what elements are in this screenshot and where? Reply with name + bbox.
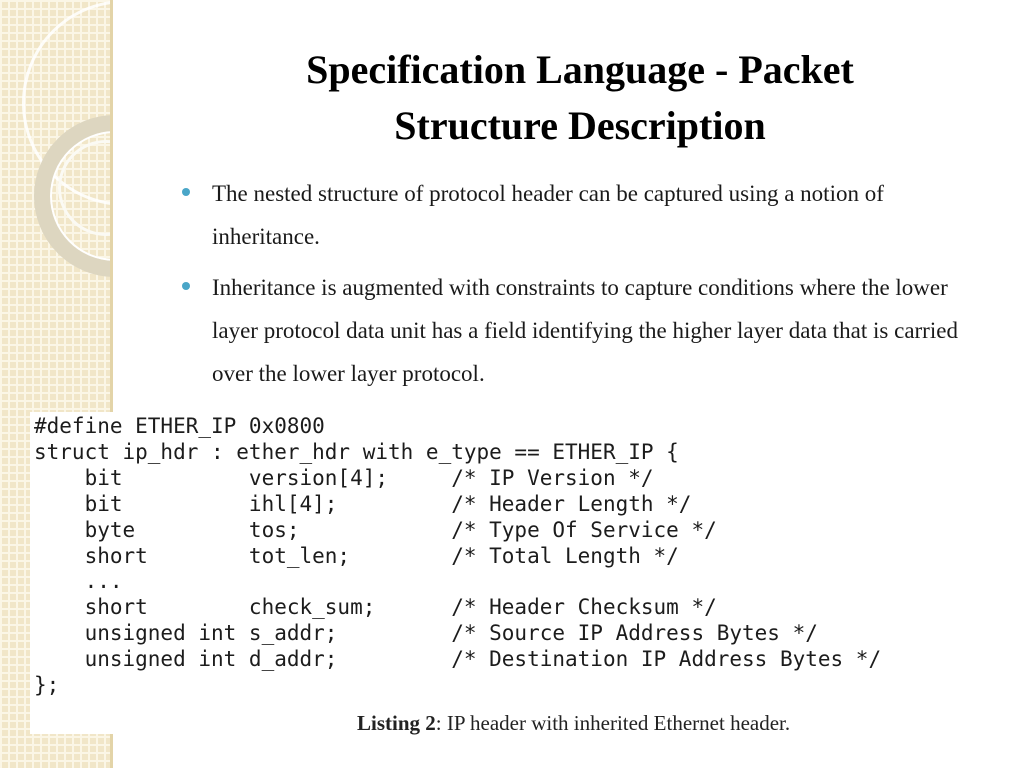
code-line: unsigned int d_addr; /* Destination IP Address Bytes */ bbox=[34, 647, 882, 672]
code-line: }; bbox=[34, 673, 60, 698]
code-line: struct ip_hdr : ether_hdr with e_type == ETHER_IP { bbox=[34, 439, 679, 464]
code-line: unsigned int s_addr; /* Source IP Address Bytes */ bbox=[34, 621, 818, 646]
code-line: bit version[4]; /* IP Version */ bbox=[34, 465, 654, 490]
bullet-item bbox=[182, 172, 982, 258]
slide-title-line-2: Structure Description bbox=[394, 103, 766, 148]
code-line: bit ihl[4]; /* Header Length */ bbox=[34, 491, 692, 516]
caption-text: : IP header with inherited Ethernet header. bbox=[435, 711, 791, 735]
code-line: ... bbox=[34, 569, 123, 594]
code-listing bbox=[30, 412, 1014, 734]
listing-caption bbox=[357, 709, 790, 737]
bullet-text: Inheritance is augmented with constraints to capture conditions where the lower layer protocol data unit has a field identifying the higher layer data that is carried over the lower layer protocol. bbox=[212, 275, 958, 386]
code-line: byte tos; /* Type Of Service */ bbox=[34, 517, 717, 542]
code-line: short tot_len; /* Total Length */ bbox=[34, 543, 679, 568]
bullet-dot-icon bbox=[182, 188, 190, 196]
bullet-list bbox=[182, 172, 982, 403]
slide-title bbox=[160, 42, 1000, 154]
bullet-item bbox=[182, 266, 982, 395]
bullet-text: The nested structure of protocol header can be captured using a notion of inheritance. bbox=[212, 181, 884, 249]
code-line: #define ETHER_IP 0x0800 bbox=[34, 414, 325, 438]
code-block bbox=[30, 412, 1014, 699]
slide-title-line-1: Specification Language - Packet bbox=[306, 47, 854, 92]
bullet-dot-icon bbox=[182, 282, 190, 290]
code-line: short check_sum; /* Header Checksum */ bbox=[34, 595, 717, 620]
caption-label: Listing 2 bbox=[357, 711, 436, 735]
